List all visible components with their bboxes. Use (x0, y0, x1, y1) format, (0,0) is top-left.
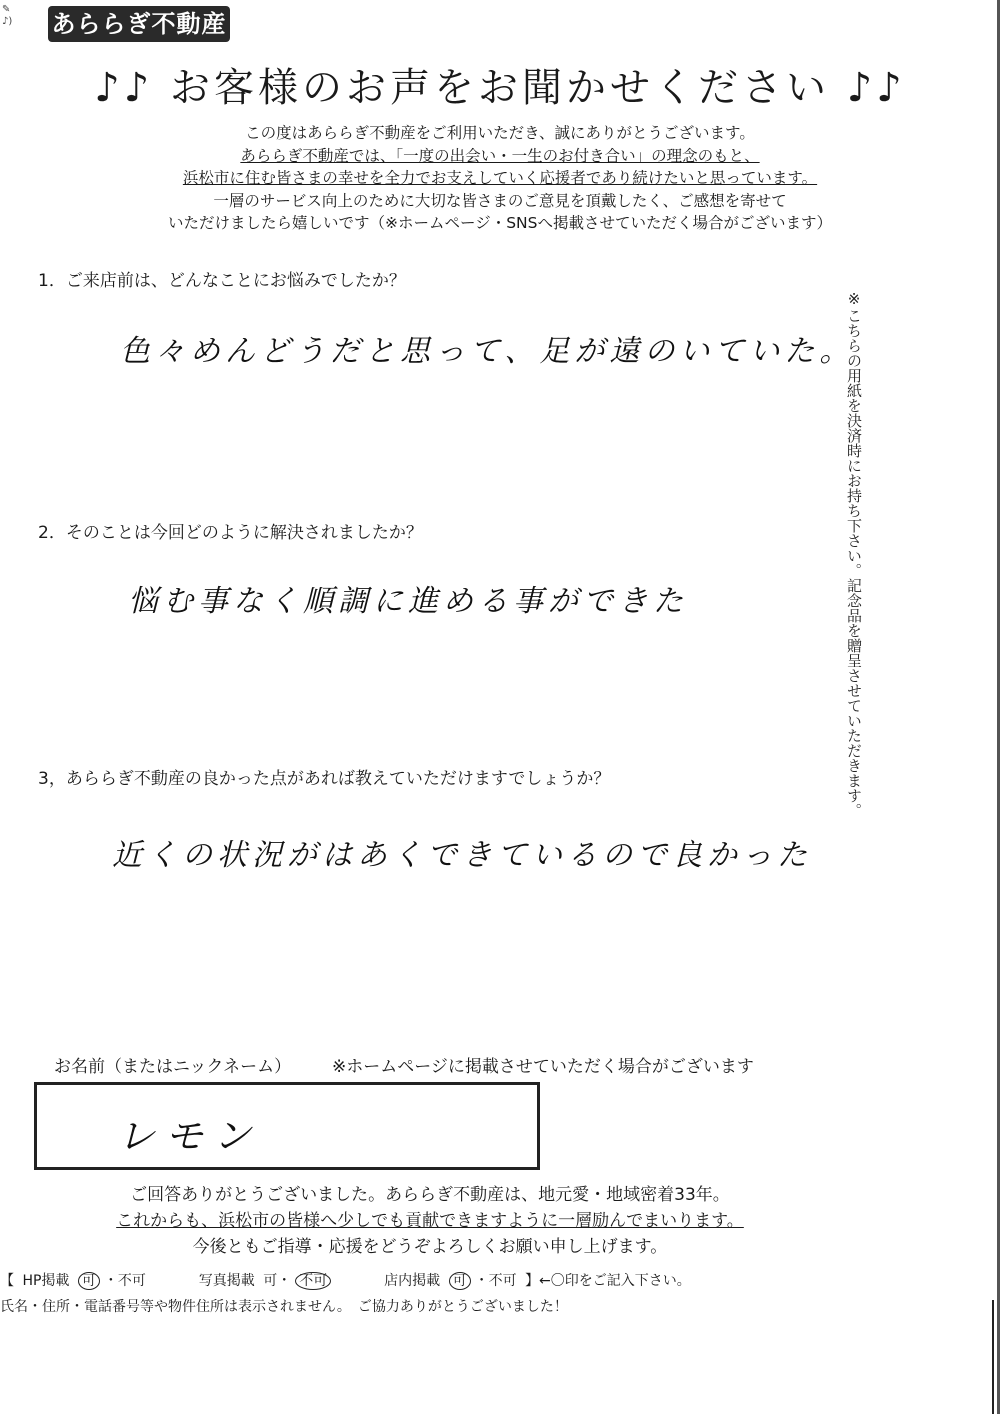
question-2-label: 2．そのことは今回どのように解決されましたか？ (38, 523, 423, 543)
photo-label: 写真掲載 (198, 1273, 255, 1289)
closing-line: これからも、浜松市の皆様へ少しでも貢献できますように一層励んでまいります。 (116, 1211, 744, 1231)
store-label: 店内掲載 (384, 1273, 441, 1289)
intro-line: あららぎ不動産では、「一度の出会い・一生のお付き合い」の理念のもと、 (240, 146, 760, 165)
intro-line: 浜松市に住む皆さまの幸せを全力でお支えしていく応援者であり続けたいと思っています。 (182, 169, 818, 187)
permission-row (0, 1270, 695, 1290)
question-1-answer: 色々めんどうだと思って、足が遠のいていた。 (120, 334, 855, 369)
side-note: ※こちらの用紙を決済時にお持ち下さい。記念品を贈呈させていただきます。 (845, 290, 863, 818)
question-2-answer: 悩む事なく順調に進める事ができた (128, 584, 688, 619)
bracket-open: 【 (0, 1273, 14, 1289)
bracket-close-note: 】←〇印をご記入下さい。 (525, 1273, 691, 1289)
name-label-row (54, 1052, 754, 1077)
closing-line: 今後ともご指導・応援をどうぞよろしくお願い申し上げます。 (192, 1237, 668, 1257)
name-label: お名前（またはニックネーム） (54, 1057, 292, 1077)
hp-yes-option[interactable]: 可 (78, 1272, 100, 1290)
mascot-illustration: ✎ ♪) (2, 4, 13, 27)
page-title: ♪♪ お客様のお声をお聞かせください ♪♪ (94, 65, 906, 111)
scan-edge (992, 1300, 994, 1414)
question-1-label: 1．ご来店前は、どんなことにお悩みでしたか？ (38, 271, 406, 291)
intro-line: 一層のサービス向上のために大切な皆さまのご意見を頂戴したく、ご感想を寄せて (213, 191, 787, 210)
company-logo: あららぎ不動産 (48, 6, 230, 42)
name-box[interactable] (34, 1082, 540, 1170)
closing-text (0, 1182, 860, 1260)
photo-yes-option[interactable]: 可・ (263, 1273, 292, 1289)
hp-no-option[interactable]: ・不可 (103, 1273, 146, 1289)
name-value: レモン (117, 1114, 262, 1158)
intro-line: いただけましたら嬉しいです（※ホームページ・SNSへ掲載させていただく場合がございます） (168, 214, 832, 232)
question-3-answer: 近くの状況がはあくできているので良かった (112, 838, 812, 873)
store-no-option[interactable]: ・不可 (474, 1273, 517, 1289)
intro-text (0, 122, 1000, 235)
question-3-label: 3，あららぎ不動産の良かった点があれば教えていただけますでしょうか？ (38, 769, 611, 789)
store-yes-option[interactable]: 可 (449, 1272, 471, 1290)
photo-no-option[interactable]: 不可 (295, 1272, 331, 1290)
name-note: ※ホームページに掲載させていただく場合がございます (331, 1057, 754, 1077)
closing-line: ご回答ありがとうございました。あららぎ不動産は、地元愛・地域密着33年。 (130, 1185, 730, 1205)
disclaimer: 氏名・住所・電話番号等や物件住所は表示されません。 ご協力ありがとうございました！ (0, 1299, 568, 1315)
hp-label: HP掲載 (22, 1273, 70, 1289)
intro-line: この度はあららぎ不動産をご利用いただき、誠にありがとうございます。 (245, 124, 755, 142)
